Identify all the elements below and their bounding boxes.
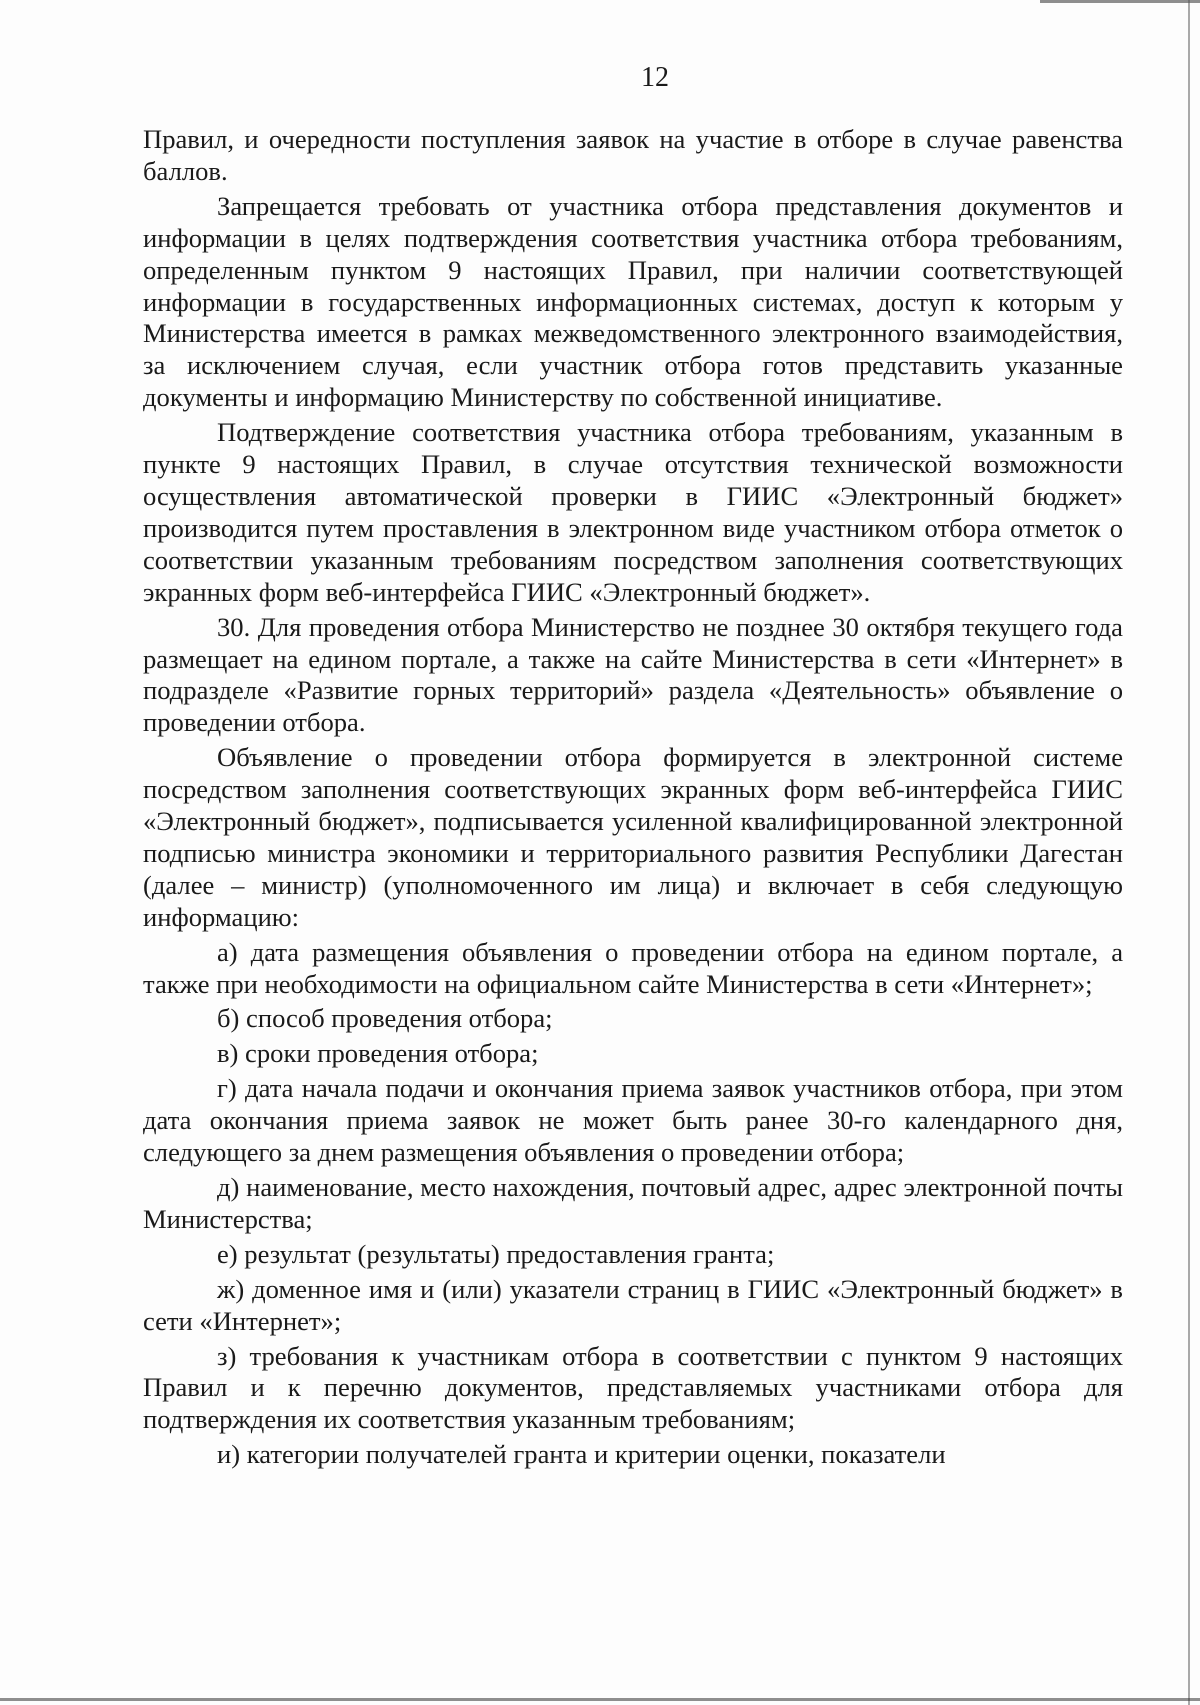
document-body <box>143 124 1123 1471</box>
list-item: е) результат (результаты) предоставления гранта; <box>217 1238 775 1269</box>
list-item: в) сроки проведения отбора; <box>217 1038 539 1069</box>
scan-edge <box>1040 0 1200 3</box>
list-item: б) способ проведения отбора; <box>217 1003 553 1034</box>
scan-edge <box>1188 0 1190 1705</box>
page-number: 12 <box>641 62 669 93</box>
list-item: а) дата размещения объявления о проведении отбора на едином портале, а также при необходимости на официальном сайте Министерства в сети «Интернет»; <box>143 936 1123 999</box>
list-item: ж) доменное имя и (или) указатели страниц в ГИИС «Электронный бюджет» в сети «Интернет»; <box>143 1273 1123 1336</box>
list-item: з) требования к участникам отбора в соответствии с пунктом 9 настоящих Правил и к перечню документов, представляемых участниками отбора для подтверждения их соответствия указанным требованиям; <box>143 1340 1123 1435</box>
list-item: д) наименование, место нахождения, почтовый адрес, адрес электронной почты Министерства; <box>143 1172 1123 1234</box>
paragraph-section-30: 30. Для проведения отбора Министерство не позднее 30 октября текущего года размещает на едином портале, а также на сайте Министерства в сети «Интернет» в подразделе «Развитие горных территорий» раздела «Деятельность» объявление о проведении отбора. <box>143 611 1123 738</box>
list-item: г) дата начала подачи и окончания приема заявок участников отбора, при этом дата окончания приема заявок не может быть ранее 30-го календарного дня, следующего за днем размещения объявления о проведении отбора; <box>143 1073 1123 1168</box>
scan-edge <box>0 1698 1200 1701</box>
paragraph: Объявление о проведении отбора формируется в электронной системе посредством заполнения соответствующих экранных форм веб-интерфейса ГИИС «Электронный бюджет», подписывается усиленной квалифицированной электронной подписью министра экономики и территориального развития Республики Дагестан (далее – министр) (уполномоченного им лица) и включает в себя следующую информацию: <box>143 742 1123 932</box>
paragraph: Правил, и очередности поступления заявок на участие в отборе в случае равенства баллов. <box>143 124 1123 186</box>
paragraph: Запрещается требовать от участника отбора представления документов и информации в целях подтверждения соответствия участника отбора требованиям, определенным пунктом 9 настоящих Правил, при наличии соответствующей информации в государственных информационных системах, доступ к которым у Министерства имеется в рамках межведомственного электронного взаимодействия, за исключением случая, если участник отбора готов представить указанные документы и информацию Министерству по собственной инициативе. <box>143 190 1123 413</box>
paragraph: Подтверждение соответствия участника отбора требованиям, указанным в пункте 9 настоящих Правил, в случае отсутствия технической возможности осуществления автоматической проверки в ГИИС «Электронный бюджет» производится путем проставления в электронном виде участником отбора отметок о соответствии указанным требованиям посредством заполнения соответствующих экранных форм веб-интерфейса ГИИС «Электронный бюджет». <box>143 417 1123 607</box>
list-item: и) категории получателей гранта и критерии оценки, показатели <box>217 1439 946 1470</box>
